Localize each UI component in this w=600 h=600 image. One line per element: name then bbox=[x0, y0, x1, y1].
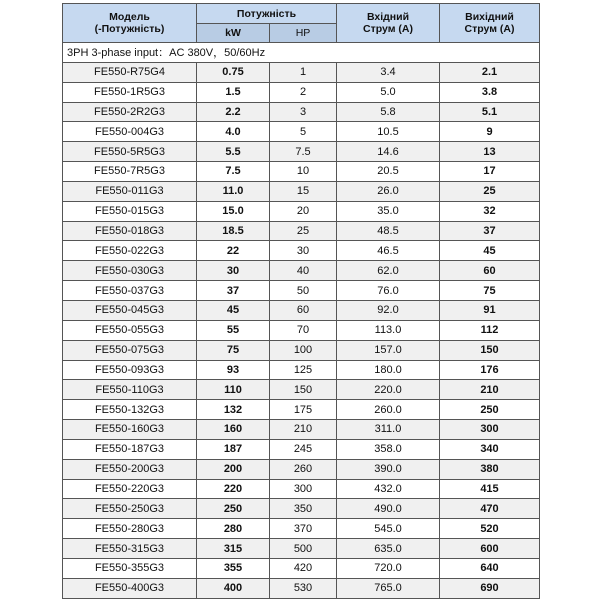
cell-hp: 260 bbox=[270, 459, 337, 479]
cell-output-current: 60 bbox=[440, 261, 540, 281]
cell-hp: 150 bbox=[270, 380, 337, 400]
cell-model: FE550-280G3 bbox=[63, 519, 197, 539]
cell-hp: 10 bbox=[270, 162, 337, 182]
cell-hp: 530 bbox=[270, 578, 337, 598]
header-kw: kW bbox=[197, 24, 270, 43]
cell-hp: 100 bbox=[270, 340, 337, 360]
cell-kw: 37 bbox=[197, 281, 270, 301]
table-row bbox=[63, 340, 540, 360]
cell-model: FE550-004G3 bbox=[63, 122, 197, 142]
cell-kw: 200 bbox=[197, 459, 270, 479]
cell-input-current: 220.0 bbox=[337, 380, 440, 400]
cell-hp: 25 bbox=[270, 221, 337, 241]
cell-model: FE550-355G3 bbox=[63, 558, 197, 578]
cell-kw: 1.5 bbox=[197, 82, 270, 102]
cell-model: FE550-075G3 bbox=[63, 340, 197, 360]
cell-model: FE550-220G3 bbox=[63, 479, 197, 499]
cell-hp: 1 bbox=[270, 62, 337, 82]
cell-input-current: 358.0 bbox=[337, 439, 440, 459]
cell-input-current: 20.5 bbox=[337, 162, 440, 182]
cell-kw: 4.0 bbox=[197, 122, 270, 142]
cell-output-current: 340 bbox=[440, 439, 540, 459]
cell-kw: 55 bbox=[197, 320, 270, 340]
cell-hp: 300 bbox=[270, 479, 337, 499]
cell-output-current: 210 bbox=[440, 380, 540, 400]
cell-hp: 125 bbox=[270, 360, 337, 380]
header-hp: HP bbox=[270, 24, 337, 43]
header-input-current: Вхідний Струм (А) bbox=[337, 4, 440, 43]
cell-kw: 22 bbox=[197, 241, 270, 261]
cell-model: FE550-5R5G3 bbox=[63, 142, 197, 162]
cell-kw: 250 bbox=[197, 499, 270, 519]
cell-kw: 355 bbox=[197, 558, 270, 578]
table-row bbox=[63, 162, 540, 182]
cell-hp: 500 bbox=[270, 539, 337, 559]
cell-kw: 400 bbox=[197, 578, 270, 598]
table-row bbox=[63, 122, 540, 142]
cell-model: FE550-200G3 bbox=[63, 459, 197, 479]
table-row bbox=[63, 142, 540, 162]
cell-output-current: 640 bbox=[440, 558, 540, 578]
cell-output-current: 150 bbox=[440, 340, 540, 360]
cell-kw: 75 bbox=[197, 340, 270, 360]
cell-model: FE550-1R5G3 bbox=[63, 82, 197, 102]
cell-input-current: 35.0 bbox=[337, 201, 440, 221]
cell-kw: 315 bbox=[197, 539, 270, 559]
cell-output-current: 470 bbox=[440, 499, 540, 519]
table-row bbox=[63, 281, 540, 301]
cell-output-current: 3.8 bbox=[440, 82, 540, 102]
table-row bbox=[63, 499, 540, 519]
cell-model: FE550-132G3 bbox=[63, 400, 197, 420]
cell-input-current: 432.0 bbox=[337, 479, 440, 499]
cell-output-current: 91 bbox=[440, 300, 540, 320]
cell-output-current: 112 bbox=[440, 320, 540, 340]
table-row bbox=[63, 380, 540, 400]
cell-input-current: 26.0 bbox=[337, 181, 440, 201]
table-row bbox=[63, 320, 540, 340]
cell-hp: 5 bbox=[270, 122, 337, 142]
table-row bbox=[63, 420, 540, 440]
table-row bbox=[63, 400, 540, 420]
cell-kw: 30 bbox=[197, 261, 270, 281]
cell-kw: 93 bbox=[197, 360, 270, 380]
cell-model: FE550-030G3 bbox=[63, 261, 197, 281]
cell-output-current: 5.1 bbox=[440, 102, 540, 122]
cell-model: FE550-250G3 bbox=[63, 499, 197, 519]
cell-output-current: 176 bbox=[440, 360, 540, 380]
cell-output-current: 690 bbox=[440, 578, 540, 598]
table-row bbox=[63, 261, 540, 281]
cell-kw: 280 bbox=[197, 519, 270, 539]
cell-model: FE550-400G3 bbox=[63, 578, 197, 598]
cell-model: FE550-018G3 bbox=[63, 221, 197, 241]
cell-hp: 3 bbox=[270, 102, 337, 122]
table-row bbox=[63, 539, 540, 559]
cell-input-current: 113.0 bbox=[337, 320, 440, 340]
table-row bbox=[63, 558, 540, 578]
cell-output-current: 2.1 bbox=[440, 62, 540, 82]
cell-input-current: 490.0 bbox=[337, 499, 440, 519]
cell-output-current: 37 bbox=[440, 221, 540, 241]
cell-input-current: 311.0 bbox=[337, 420, 440, 440]
cell-model: FE550-7R5G3 bbox=[63, 162, 197, 182]
cell-output-current: 520 bbox=[440, 519, 540, 539]
cell-model: FE550-110G3 bbox=[63, 380, 197, 400]
cell-hp: 350 bbox=[270, 499, 337, 519]
cell-kw: 45 bbox=[197, 300, 270, 320]
cell-hp: 30 bbox=[270, 241, 337, 261]
cell-hp: 7.5 bbox=[270, 142, 337, 162]
cell-model: FE550-315G3 bbox=[63, 539, 197, 559]
cell-input-current: 62.0 bbox=[337, 261, 440, 281]
cell-input-current: 260.0 bbox=[337, 400, 440, 420]
cell-input-current: 3.4 bbox=[337, 62, 440, 82]
cell-model: FE550-015G3 bbox=[63, 201, 197, 221]
cell-kw: 11.0 bbox=[197, 181, 270, 201]
cell-hp: 2 bbox=[270, 82, 337, 102]
table-row bbox=[63, 439, 540, 459]
cell-hp: 50 bbox=[270, 281, 337, 301]
cell-kw: 110 bbox=[197, 380, 270, 400]
table-row bbox=[63, 360, 540, 380]
header-model: Модель (-Потужність) bbox=[63, 4, 197, 43]
cell-model: FE550-R75G4 bbox=[63, 62, 197, 82]
table-row bbox=[63, 459, 540, 479]
cell-output-current: 75 bbox=[440, 281, 540, 301]
cell-input-current: 92.0 bbox=[337, 300, 440, 320]
table-row bbox=[63, 82, 540, 102]
cell-input-current: 10.5 bbox=[337, 122, 440, 142]
cell-model: FE550-037G3 bbox=[63, 281, 197, 301]
cell-input-current: 765.0 bbox=[337, 578, 440, 598]
cell-output-current: 17 bbox=[440, 162, 540, 182]
table-row bbox=[63, 102, 540, 122]
cell-output-current: 45 bbox=[440, 241, 540, 261]
cell-input-current: 76.0 bbox=[337, 281, 440, 301]
cell-kw: 0.75 bbox=[197, 62, 270, 82]
cell-model: FE550-022G3 bbox=[63, 241, 197, 261]
cell-kw: 15.0 bbox=[197, 201, 270, 221]
cell-hp: 370 bbox=[270, 519, 337, 539]
cell-input-current: 5.0 bbox=[337, 82, 440, 102]
cell-input-current: 390.0 bbox=[337, 459, 440, 479]
section-note: 3PH 3-phase input：AC 380V，50/60Hz bbox=[63, 43, 540, 63]
table-row bbox=[63, 221, 540, 241]
header-power: Потужність bbox=[197, 4, 337, 24]
table-row bbox=[63, 201, 540, 221]
cell-output-current: 25 bbox=[440, 181, 540, 201]
cell-hp: 15 bbox=[270, 181, 337, 201]
cell-hp: 60 bbox=[270, 300, 337, 320]
cell-output-current: 250 bbox=[440, 400, 540, 420]
cell-input-current: 157.0 bbox=[337, 340, 440, 360]
cell-input-current: 5.8 bbox=[337, 102, 440, 122]
cell-model: FE550-160G3 bbox=[63, 420, 197, 440]
cell-kw: 132 bbox=[197, 400, 270, 420]
cell-input-current: 180.0 bbox=[337, 360, 440, 380]
cell-input-current: 14.6 bbox=[337, 142, 440, 162]
cell-input-current: 720.0 bbox=[337, 558, 440, 578]
cell-input-current: 46.5 bbox=[337, 241, 440, 261]
header-output-current: Вихідний Струм (А) bbox=[440, 4, 540, 43]
cell-hp: 40 bbox=[270, 261, 337, 281]
table-row bbox=[63, 479, 540, 499]
spec-table bbox=[62, 3, 540, 599]
cell-kw: 7.5 bbox=[197, 162, 270, 182]
cell-model: FE550-011G3 bbox=[63, 181, 197, 201]
cell-kw: 220 bbox=[197, 479, 270, 499]
cell-kw: 18.5 bbox=[197, 221, 270, 241]
cell-output-current: 9 bbox=[440, 122, 540, 142]
cell-hp: 20 bbox=[270, 201, 337, 221]
cell-kw: 187 bbox=[197, 439, 270, 459]
cell-output-current: 380 bbox=[440, 459, 540, 479]
cell-kw: 5.5 bbox=[197, 142, 270, 162]
cell-model: FE550-187G3 bbox=[63, 439, 197, 459]
table-row bbox=[63, 62, 540, 82]
table-row bbox=[63, 241, 540, 261]
cell-input-current: 545.0 bbox=[337, 519, 440, 539]
cell-output-current: 13 bbox=[440, 142, 540, 162]
cell-model: FE550-093G3 bbox=[63, 360, 197, 380]
cell-model: FE550-055G3 bbox=[63, 320, 197, 340]
cell-input-current: 48.5 bbox=[337, 221, 440, 241]
table-row bbox=[63, 519, 540, 539]
cell-hp: 420 bbox=[270, 558, 337, 578]
cell-hp: 175 bbox=[270, 400, 337, 420]
cell-output-current: 300 bbox=[440, 420, 540, 440]
cell-output-current: 415 bbox=[440, 479, 540, 499]
cell-output-current: 600 bbox=[440, 539, 540, 559]
table-row bbox=[63, 181, 540, 201]
cell-model: FE550-045G3 bbox=[63, 300, 197, 320]
table-row bbox=[63, 300, 540, 320]
cell-output-current: 32 bbox=[440, 201, 540, 221]
table-row bbox=[63, 578, 540, 598]
cell-hp: 210 bbox=[270, 420, 337, 440]
cell-input-current: 635.0 bbox=[337, 539, 440, 559]
cell-kw: 160 bbox=[197, 420, 270, 440]
cell-hp: 245 bbox=[270, 439, 337, 459]
cell-kw: 2.2 bbox=[197, 102, 270, 122]
cell-hp: 70 bbox=[270, 320, 337, 340]
cell-model: FE550-2R2G3 bbox=[63, 102, 197, 122]
